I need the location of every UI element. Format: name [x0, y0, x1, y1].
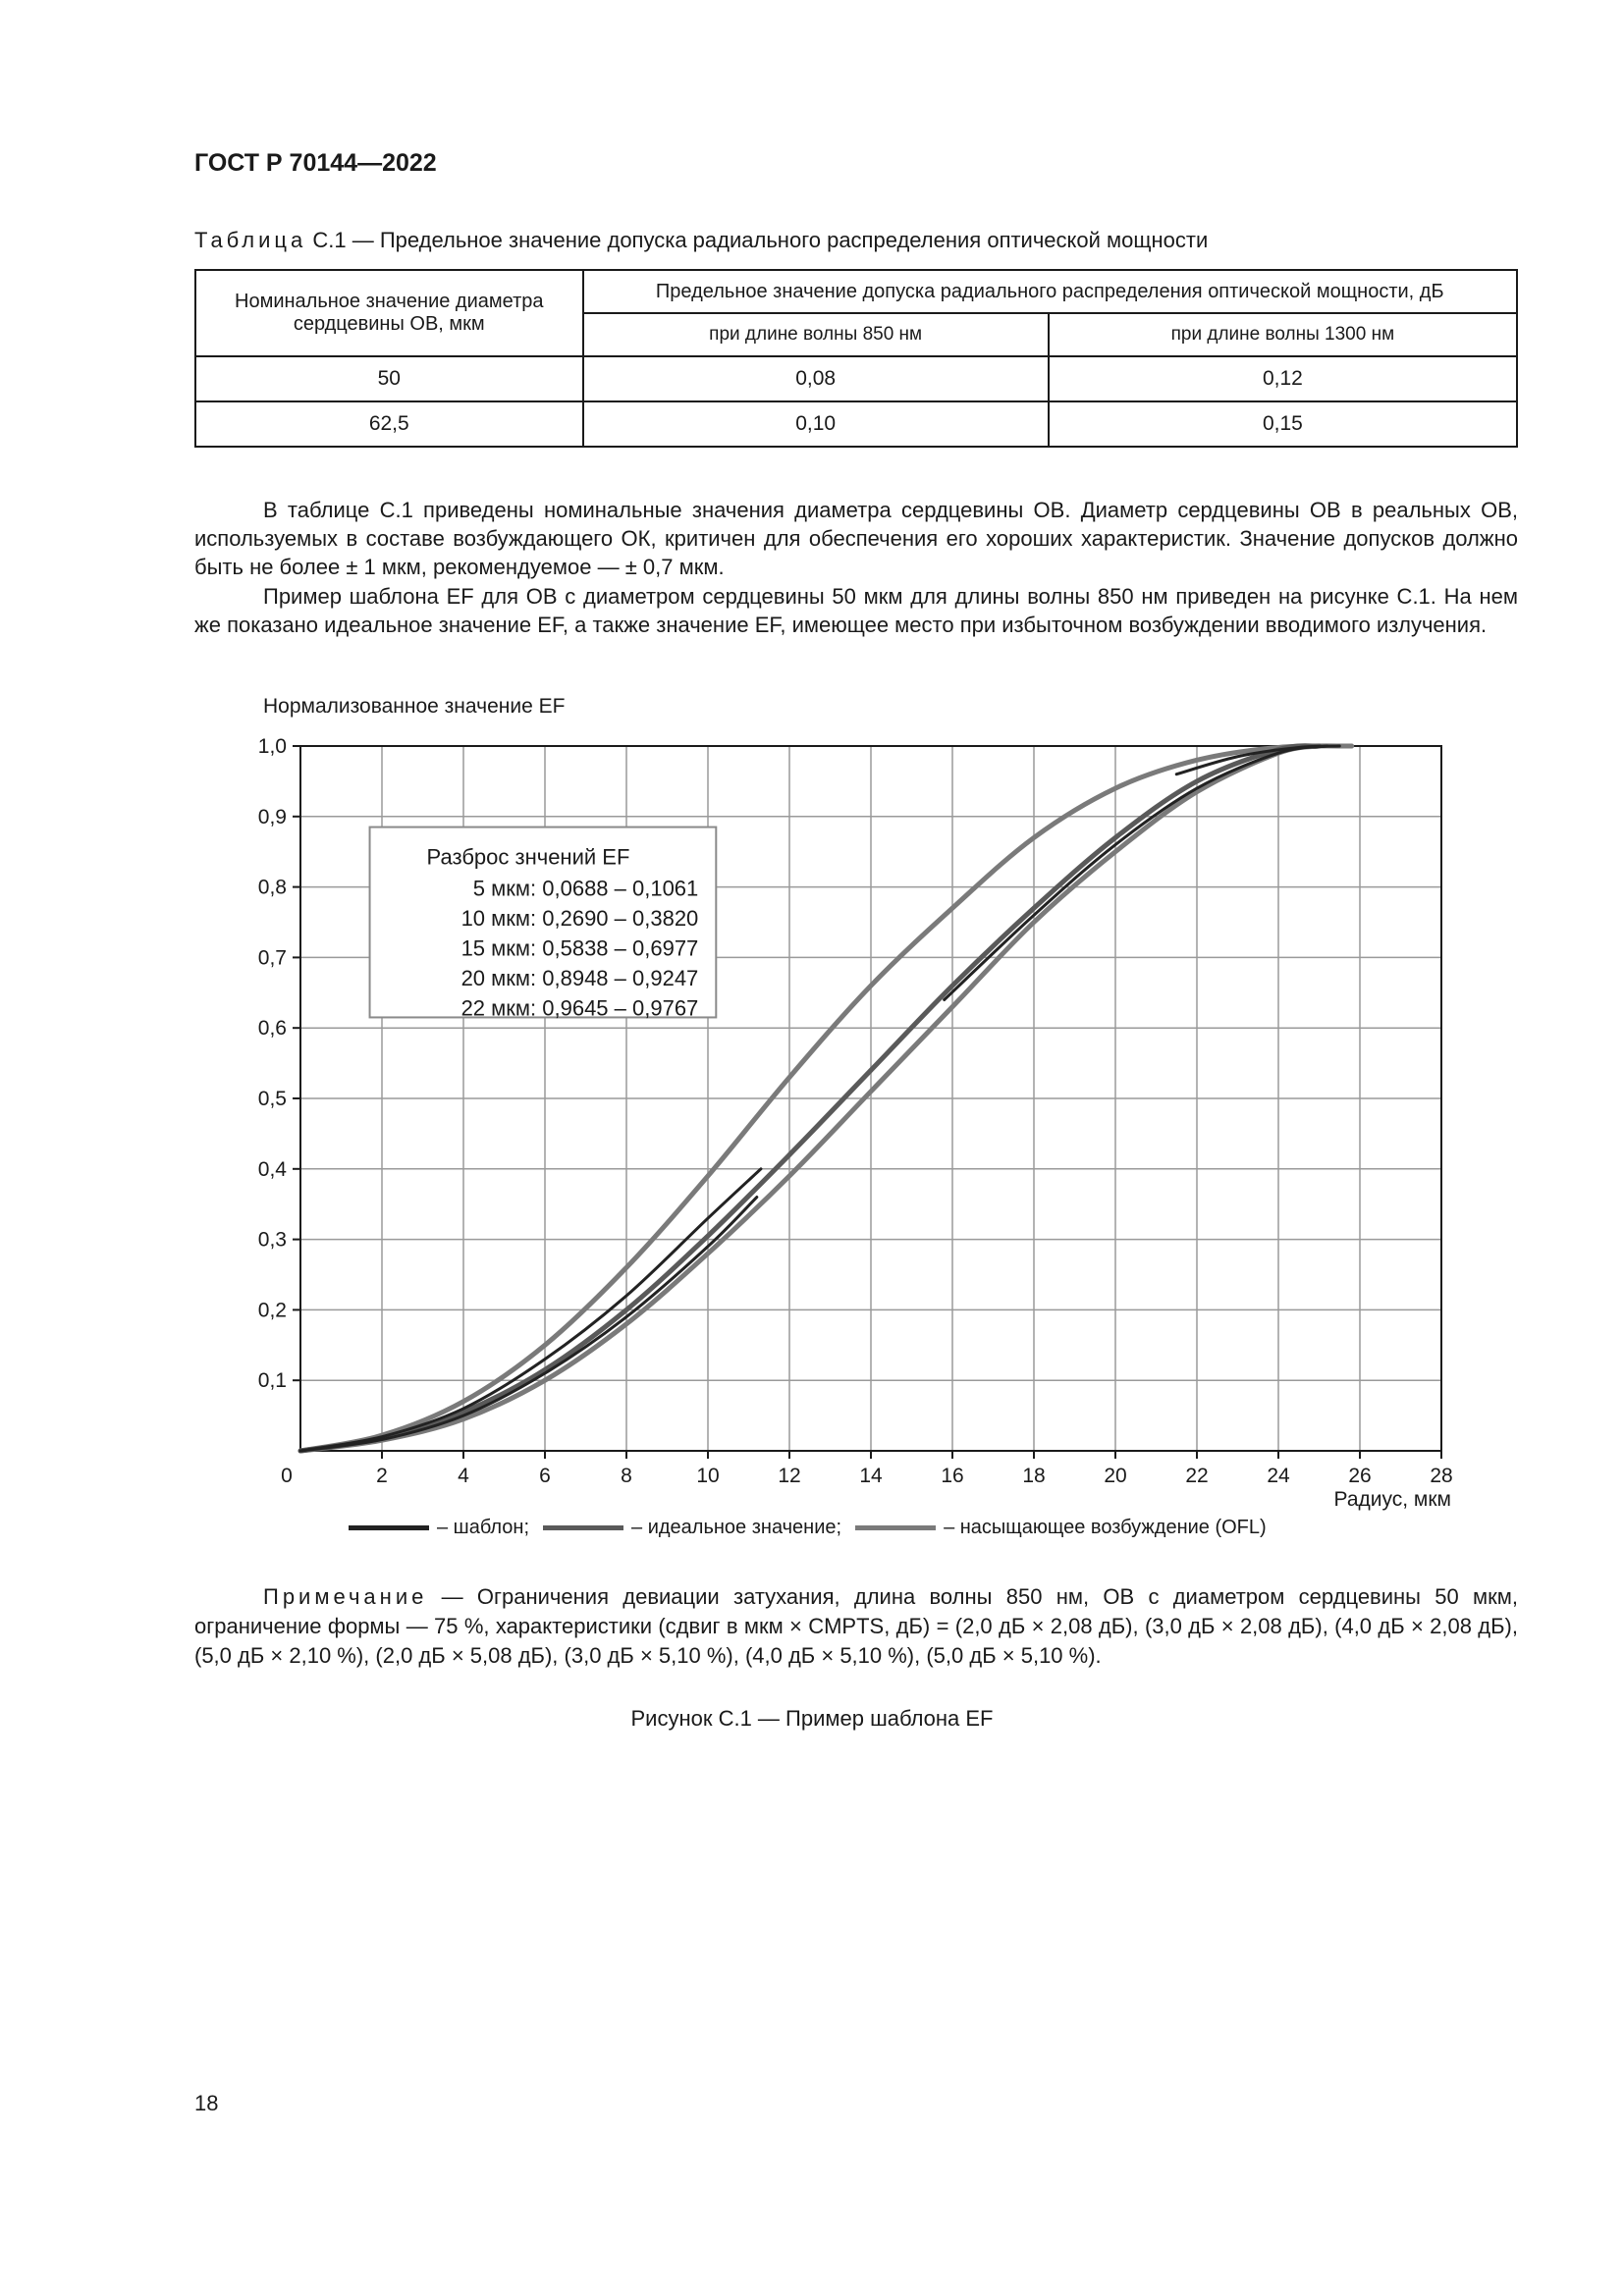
x-tick-label: 6 — [539, 1465, 551, 1487]
x-tick-label: 18 — [1022, 1465, 1046, 1487]
x-tick-label: 12 — [778, 1465, 801, 1487]
series-line — [945, 746, 1327, 999]
y-tick-label: 1,0 — [257, 735, 287, 758]
figure-note — [194, 1582, 1518, 1671]
page-number: 18 — [194, 2091, 219, 2115]
y-tick-label: 0,6 — [257, 1017, 287, 1041]
paragraph-1-text: В таблице С.1 приведены номинальные значения диаметра сердцевины ОВ. Диаметр сердцевины ОВ в реальных ОВ, используемых в составе возбуждающего ОК, критичен для обеспечения его хороших характеристик. Значение допусков должно быть не более ± 1 мкм, рекомендуемое — ± 0,7 мкм. — [194, 498, 1518, 579]
inset-line: 22 мкм: 0,9645 – 0,9767 — [460, 995, 699, 1021]
cell-850: 0,10 — [583, 401, 1049, 447]
legend-swatch-template — [349, 1525, 429, 1530]
cell-1300: 0,12 — [1049, 356, 1517, 401]
col-header-1300: при длине волны 1300 нм — [1049, 313, 1517, 356]
document-header: ГОСТ Р 70144—2022 — [194, 149, 437, 177]
legend-item-ideal — [543, 1517, 841, 1539]
legend-item-template — [349, 1517, 529, 1539]
x-tick-label: 10 — [696, 1465, 720, 1487]
legend-label-ofl: – насыщающее возбуждение (OFL) — [944, 1517, 1267, 1538]
cell-diameter: 50 — [195, 356, 583, 401]
figure-caption: Рисунок С.1 — Пример шаблона EF — [630, 1706, 994, 1731]
chart-y-axis-label: Нормализованное значение EF — [263, 695, 566, 718]
chart-legend — [349, 1517, 1280, 1539]
inset-line: 5 мкм: 0,0688 – 0,1061 — [472, 876, 699, 901]
cell-1300: 0,15 — [1049, 401, 1517, 447]
y-tick-label: 0,9 — [257, 805, 287, 828]
inset-line: 20 мкм: 0,8948 – 0,9247 — [460, 966, 699, 991]
note-prefix: Примечание — [263, 1584, 428, 1609]
legend-swatch-ideal — [543, 1525, 623, 1530]
y-tick-label: 0,8 — [257, 876, 287, 899]
x-tick-label: 22 — [1185, 1465, 1209, 1487]
col-header-group: Предельное значение допуска радиального распределения оптической мощности, дБ — [583, 270, 1517, 313]
y-tick-label: 0,4 — [257, 1157, 287, 1181]
y-tick-label: 0,7 — [257, 946, 287, 970]
y-tick-label: 0,3 — [257, 1228, 287, 1252]
legend-item-ofl — [855, 1517, 1267, 1539]
y-tick-label: 0,5 — [257, 1088, 287, 1110]
y-tick-label: 0,1 — [257, 1369, 287, 1393]
col-header-diameter: Номинальное значение диаметра сердцевины ОВ, мкм — [195, 270, 583, 356]
y-tick-label: 0,2 — [257, 1299, 287, 1322]
cell-diameter: 62,5 — [195, 401, 583, 447]
x-axis-label: Радиус, мкм — [1333, 1488, 1451, 1511]
x-tick-label: 24 — [1267, 1465, 1290, 1487]
x-tick-label: 28 — [1430, 1465, 1453, 1487]
table-caption-prefix: Таблица — [194, 228, 307, 252]
cell-850: 0,08 — [583, 356, 1049, 401]
legend-swatch-ofl — [855, 1525, 936, 1530]
inset-line: 10 мкм: 0,2690 – 0,3820 — [460, 906, 699, 932]
x-tick-label: 14 — [859, 1465, 883, 1487]
x-tick-label: 0 — [281, 1465, 293, 1487]
x-tick-label: 4 — [458, 1465, 469, 1487]
legend-label-template: – шаблон; — [437, 1517, 530, 1538]
table-caption-text: С.1 — Предельное значение допуска радиального распределения оптической мощности — [306, 228, 1209, 252]
x-tick-label: 8 — [621, 1465, 632, 1487]
x-tick-label: 20 — [1104, 1465, 1127, 1487]
inset-line: 15 мкм: 0,5838 – 0,6977 — [460, 935, 699, 961]
legend-label-ideal: – идеальное значение; — [631, 1517, 842, 1538]
inset-title: Разброс знчений EF — [426, 844, 630, 870]
note-text: — Ограничения девиации затухания, длина волны 850 нм, ОВ с диаметром сердцевины 50 мкм, ограничение формы — 75 %, характеристики (сдвиг в мкм × CMPTS, дБ) = (2,0 дБ × 2,08 дБ), (3,0 дБ × 2,08 дБ), (4,0 дБ × 2,08 дБ), (5,0 дБ × 2,10 %), (2,0 дБ × 5,08 дБ), (3,0 дБ × 5,10 %), (4,0 дБ × 5,10 %), (5,0 дБ × 5,10 %). — [194, 1584, 1518, 1668]
paragraph-2-text: Пример шаблона EF для ОВ с диаметром сердцевины 50 мкм для длины волны 850 нм приведен на рисунке С.1. На нем же показано идеальное значение EF, а также значение EF, имеющее место при избыточном возбуждении вводимого излучения. — [194, 584, 1518, 637]
col-header-850: при длине волны 850 нм — [583, 313, 1049, 356]
x-tick-label: 2 — [376, 1465, 388, 1487]
x-tick-label: 26 — [1348, 1465, 1372, 1487]
x-tick-label: 16 — [941, 1465, 964, 1487]
